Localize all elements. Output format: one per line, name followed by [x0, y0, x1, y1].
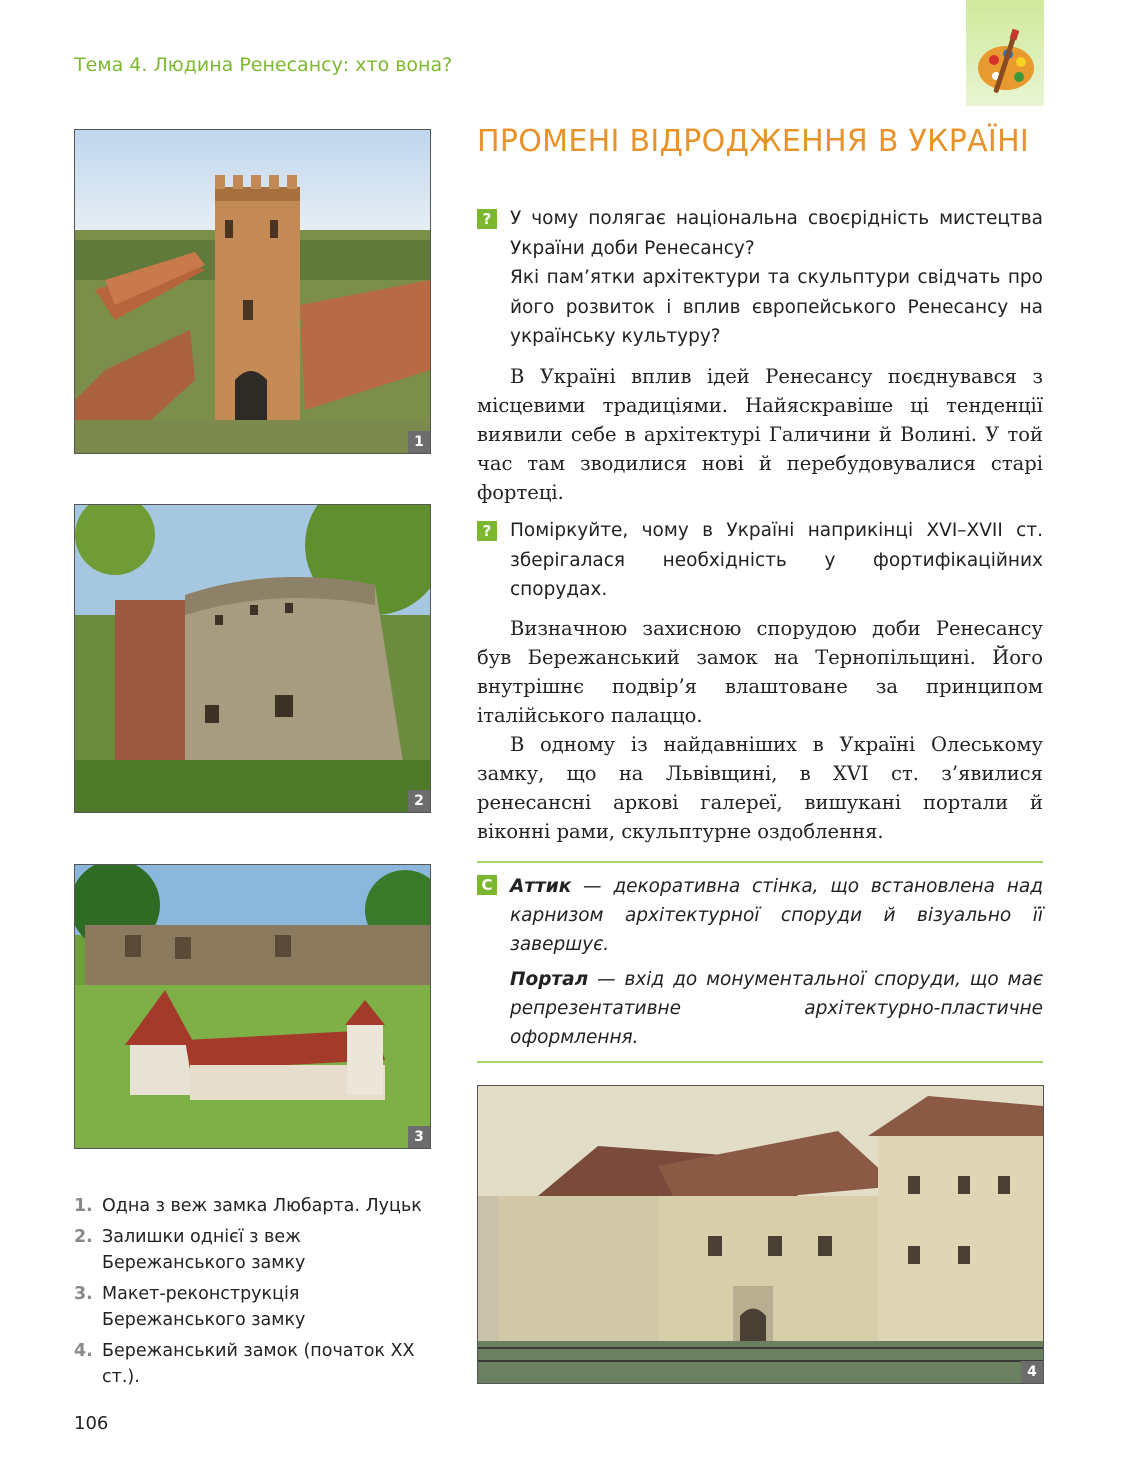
- caption-item: [74, 1338, 434, 1390]
- question-block-2: [477, 516, 1043, 605]
- caption-number: 3.: [74, 1284, 93, 1304]
- question-icon: ?: [477, 521, 497, 541]
- body-paragraph-1: В Україні вплив ідей Ренесансу поєднувався з місцевими традиціями. Найяскравіше ці тенденції виявили себе в архітектурі Галичини й Волині. У той час там зводилися нові й перебудовувалися старі фортеці.: [477, 365, 1043, 504]
- caption-number: 1.: [74, 1196, 93, 1216]
- question-line: Які пам’ятки архітектури та скульптури свідчать про його розвиток і вплив європейського Ренесансу на українську культуру?: [510, 267, 1043, 347]
- photo-berezhany-castle-model: [74, 864, 431, 1149]
- definition-term: Аттик: [510, 876, 572, 897]
- caption-number: 4.: [74, 1341, 93, 1361]
- caption-number: 2.: [74, 1227, 93, 1247]
- photo-number-badge: 3: [408, 1126, 430, 1148]
- question-line: Поміркуйте, чому в Україні наприкінці XVI–XVII ст. зберігалася необхідність у фортифікаційних спорудах.: [510, 520, 1043, 600]
- photo-number-badge: 2: [408, 790, 430, 812]
- definition-text: — вхід до монументальної споруди, що має репрезентативне архітектурно-пластичне оформлення.: [510, 969, 1043, 1048]
- definition-portal: [510, 965, 1043, 1052]
- photo-number-badge: 1: [408, 431, 430, 453]
- question-icon: ?: [477, 209, 497, 229]
- body-paragraph-3: В одному із найдавніших в Україні Олеському замку, що на Львівщині, в XVI ст. з’явилися ренесансні аркові галереї, вишукані портали й віконні рами, скульптурне оздоблення.: [477, 733, 1043, 843]
- photo-berezhany-castle-early-20c: [477, 1085, 1044, 1384]
- question-line: У чому полягає національна своєрідність мистецтва України доби Ренесансу?: [510, 208, 1043, 259]
- definition-text: — декоративна стінка, що встановлена над карнизом архітектурної споруди й візуально її завершує.: [510, 876, 1043, 955]
- question-block-1: [477, 204, 1043, 352]
- palette-brush-icon: [972, 26, 1038, 98]
- caption-text: Макет-реконструкція Бережанського замку: [102, 1284, 306, 1330]
- caption-text: Одна з веж замка Любарта. Луцьк: [102, 1196, 422, 1216]
- photo-number-badge: 4: [1021, 1361, 1043, 1383]
- photo-berezhany-tower-ruins: [74, 504, 431, 813]
- caption-item: [74, 1224, 434, 1276]
- chapter-header: Тема 4. Людина Ренесансу: хто вона?: [74, 54, 453, 76]
- section-title: ПРОМЕНІ ВІДРОДЖЕННЯ В УКРАЇНІ: [477, 124, 1030, 159]
- photo-captions: [74, 1193, 434, 1395]
- caption-item: [74, 1193, 434, 1219]
- photo-lubart-castle-tower: [74, 129, 431, 454]
- definition-term: Портал: [510, 969, 589, 990]
- caption-text: Залишки однієї з веж Бережанського замку: [102, 1227, 306, 1273]
- definition-icon: С: [477, 875, 497, 895]
- page-number: 106: [74, 1413, 109, 1434]
- definitions-box: [477, 861, 1043, 1063]
- body-paragraph-2: Визначною захисною спорудою доби Ренесансу був Бережанський замок на Тернопільщині. Його внутрішнє подвір’я влаштоване за принципом італійського палаццо. В одному із найдавніших в Україні Олеському замку, що на Львівщині, в XVI ст. з’явилися ренесансні аркові галереї, вишукані портали й віконні рами, скульптурне оздоблення.: [477, 614, 1043, 846]
- corner-tab: [966, 0, 1044, 106]
- caption-text: Бережанський замок (початок XX ст.).: [102, 1341, 415, 1387]
- caption-item: [74, 1281, 434, 1333]
- definition-attic: [510, 872, 1043, 959]
